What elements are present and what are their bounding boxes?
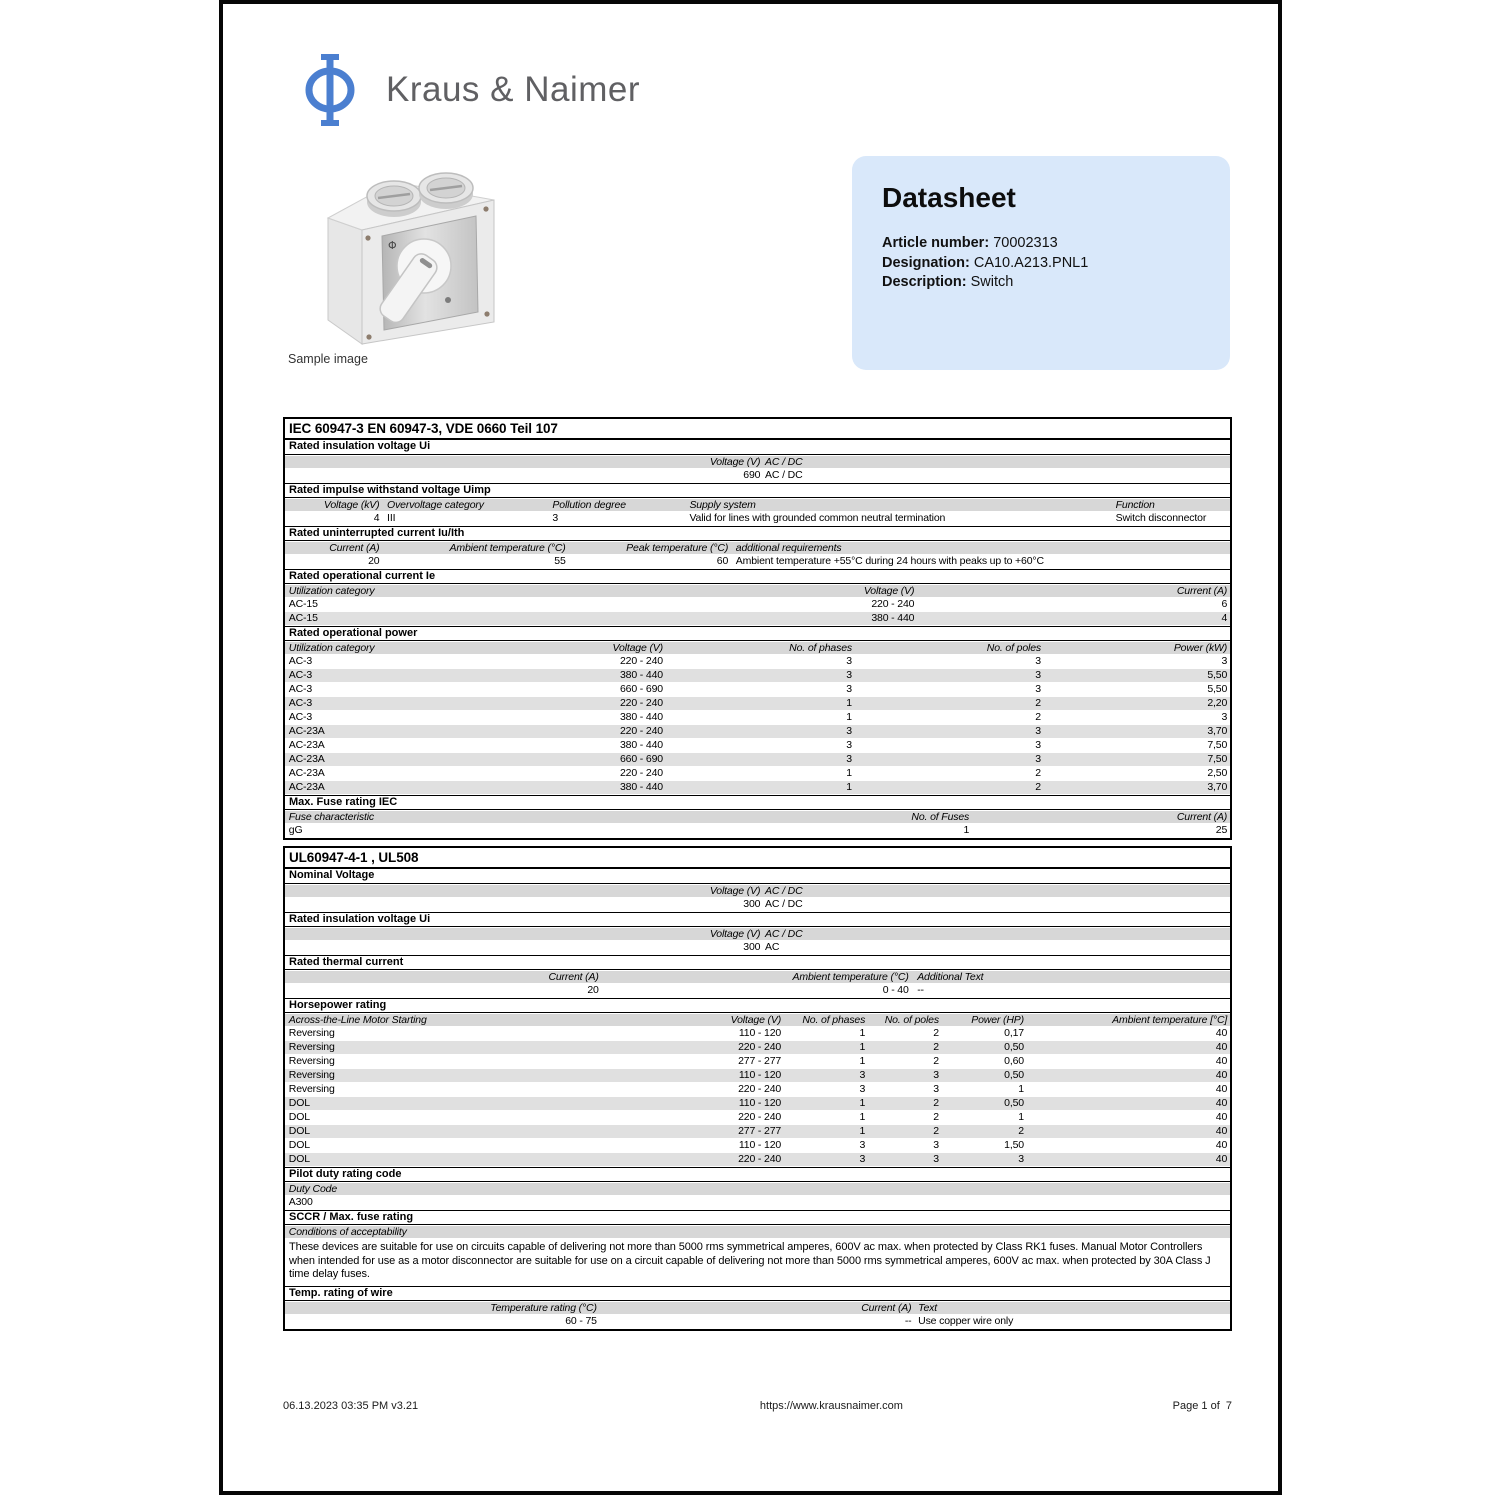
table-cell: 40 <box>1215 1083 1228 1095</box>
table-cell: 6 <box>1221 598 1228 610</box>
table-cell: 3 <box>1018 1153 1024 1165</box>
table-cell: 110 - 120 <box>738 1069 782 1081</box>
table-cell: 3 <box>859 1153 866 1165</box>
table-cell: 3 <box>1035 753 1041 765</box>
table-row <box>285 555 1230 569</box>
column-header-row <box>285 1301 1230 1315</box>
table-cell: 40 <box>1215 1097 1228 1109</box>
table-cell: 1 <box>859 1097 866 1109</box>
table-section-rated-operational-power <box>285 626 1230 795</box>
section-header: Horsepower rating <box>285 998 1230 1013</box>
table-cell: Valid for lines with grounded common neutral termination <box>689 512 946 524</box>
switch-product-image <box>298 154 508 354</box>
table-cell: 2 <box>1035 711 1041 723</box>
datasheet-summary-box <box>852 156 1230 370</box>
section-header: Rated thermal current <box>285 955 1230 970</box>
section-header: Rated impulse withstand voltage Uimp <box>285 483 1230 498</box>
column-header-cell: Voltage (V) <box>612 642 663 654</box>
section-header: Rated operational power <box>285 626 1230 641</box>
table-section-rated-thermal-current <box>285 955 1230 998</box>
table-section-pilot-duty-rating-code <box>285 1167 1230 1210</box>
table-row <box>285 711 1230 725</box>
table-cell: 40 <box>1215 1153 1228 1165</box>
table-cell: 220 - 240 <box>871 598 915 610</box>
table-cell: AC-3 <box>288 669 313 681</box>
table-cell: 1 <box>963 824 970 836</box>
table-cell: 3 <box>1035 725 1041 737</box>
table-row <box>285 1139 1230 1153</box>
table-cell: 1 <box>1018 1111 1024 1123</box>
table-row <box>285 697 1230 711</box>
table-title: IEC 60947-3 EN 60947-3, VDE 0660 Teil 107 <box>285 419 1230 440</box>
section-header: Rated insulation voltage Ui <box>285 440 1230 455</box>
table-cell: AC / DC <box>765 469 803 481</box>
table-cell: DOL <box>288 1111 310 1123</box>
column-header-cell: Ambient temperature (°C) <box>449 542 566 554</box>
description-value: Switch <box>970 274 1014 290</box>
table-section-rated-insulation-voltage-ul <box>285 912 1230 955</box>
table-cell: 277 - 277 <box>738 1125 782 1137</box>
table-row <box>285 669 1230 683</box>
table-cell: 3 <box>1221 711 1228 723</box>
article-number-line <box>882 234 1200 254</box>
table-row <box>285 1097 1230 1111</box>
table-row <box>285 612 1230 626</box>
table-cell: 1,50 <box>1004 1139 1024 1151</box>
table-cell: 1 <box>1018 1083 1024 1095</box>
table-cell: 380 - 440 <box>871 612 915 624</box>
column-header-cell: Temperature rating (°C) <box>490 1301 597 1314</box>
column-header-row <box>285 641 1230 655</box>
table-cell: 3 <box>859 1069 866 1081</box>
table-cell: 1 <box>859 1041 866 1053</box>
table-cell: 2 <box>1035 781 1041 793</box>
table-cell: 0,17 <box>1004 1027 1024 1039</box>
table-cell: 300 <box>743 941 761 953</box>
table-cell: 220 - 240 <box>738 1041 782 1053</box>
column-header-cell: Across-the-Line Motor Starting <box>288 1014 427 1026</box>
table-cell: AC-23A <box>288 781 325 793</box>
column-header-cell: Voltage (V) <box>730 1014 782 1026</box>
table-row <box>285 469 1230 483</box>
sample-image-caption: Sample image <box>288 352 368 366</box>
column-header-cell: Supply system <box>689 499 756 511</box>
table-cell: 3 <box>846 725 852 737</box>
table-cell: 3 <box>1221 655 1228 667</box>
column-header-cell: No. of phases <box>802 1014 866 1026</box>
table-cell: 1 <box>846 697 852 709</box>
table-cell: 1 <box>846 711 852 723</box>
table-cell: AC-3 <box>288 697 313 709</box>
designation-label: Designation: <box>882 254 970 271</box>
table-cell: 7,50 <box>1207 753 1228 765</box>
section-header: Rated operational current Ie <box>285 569 1230 584</box>
section-header: Pilot duty rating code <box>285 1167 1230 1182</box>
column-header-cell: Utilization category <box>288 642 375 654</box>
table-cell: -- <box>917 984 924 996</box>
page-footer <box>283 1400 1232 1412</box>
table-row <box>285 1196 1230 1210</box>
column-header-row <box>285 455 1230 469</box>
column-header-cell: Voltage (V) <box>863 585 915 597</box>
table-cell: 2 <box>933 1027 939 1039</box>
column-header-cell: Utilization category <box>288 585 375 597</box>
table-row <box>285 1153 1230 1167</box>
column-header-cell: No. of phases <box>789 642 852 654</box>
footer-timestamp: 06.13.2023 03:35 PM v3.21 <box>283 1400 419 1412</box>
table-cell: 220 - 240 <box>738 1083 782 1095</box>
column-header-row <box>285 884 1230 898</box>
section-header: SCCR / Max. fuse rating <box>285 1210 1230 1225</box>
table-row <box>285 739 1230 753</box>
table-row <box>285 655 1230 669</box>
table-cell: 2 <box>933 1125 939 1137</box>
table-cell: 300 <box>743 898 761 910</box>
spec-table-block <box>283 417 1232 840</box>
column-header-row <box>285 584 1230 598</box>
table-cell: Reversing <box>288 1055 335 1067</box>
table-row <box>285 598 1230 612</box>
column-header-cell: Peak temperature (°C) <box>626 542 729 554</box>
table-cell: Ambient temperature +55°C during 24 hours with peaks up to +60°C <box>735 555 1044 567</box>
table-row <box>285 1125 1230 1139</box>
table-cell: 220 - 240 <box>619 697 663 709</box>
table-row <box>285 824 1230 838</box>
table-row <box>285 898 1230 912</box>
table-row <box>285 767 1230 781</box>
column-header-cell: No. of Fuses <box>911 811 970 823</box>
table-cell: Reversing <box>288 1083 335 1095</box>
table-cell: 0,60 <box>1004 1055 1024 1067</box>
column-header-cell: Duty Code <box>288 1183 338 1195</box>
table-cell: 1 <box>859 1125 866 1137</box>
table-cell: 3 <box>933 1069 939 1081</box>
table-cell: Switch disconnector <box>1115 512 1207 524</box>
table-cell: 1 <box>846 781 852 793</box>
column-header-row <box>285 810 1230 824</box>
column-header-cell: Current (A) <box>329 542 380 554</box>
table-cell: 1 <box>859 1055 866 1067</box>
table-row <box>285 1083 1230 1097</box>
footer-url: https://www.krausnaimer.com <box>759 1400 903 1412</box>
table-row <box>285 1069 1230 1083</box>
column-header-cell: AC / DC <box>765 885 803 897</box>
table-cell: AC-15 <box>288 598 318 610</box>
table-cell: 3 <box>552 512 559 524</box>
table-cell: A300 <box>288 1196 313 1208</box>
datasheet-page <box>219 0 1282 1495</box>
table-cell: -- <box>904 1314 912 1327</box>
table-cell: DOL <box>288 1153 310 1165</box>
table-section-rated-impulse-withstand <box>285 483 1230 526</box>
column-header-cell: AC / DC <box>765 928 803 940</box>
table-row <box>285 512 1230 526</box>
table-row <box>285 984 1230 998</box>
column-header-row <box>285 498 1230 512</box>
table-row <box>285 1041 1230 1055</box>
table-cell: AC-15 <box>288 612 318 624</box>
table-cell: 20 <box>368 555 380 567</box>
table-cell: 220 - 240 <box>619 767 663 779</box>
designation-line <box>882 254 1200 274</box>
brand-logo <box>300 54 640 126</box>
table-cell: 2,20 <box>1207 697 1228 709</box>
table-cell: 380 - 440 <box>619 781 663 793</box>
brand-name: Kraus & Naimer <box>386 70 641 109</box>
column-header-cell: Voltage (V) <box>709 456 761 468</box>
table-cell: 3 <box>1035 683 1041 695</box>
table-cell: Reversing <box>288 1069 335 1081</box>
table-cell: 3 <box>933 1153 939 1165</box>
table-cell: 380 - 440 <box>619 711 663 723</box>
column-header-cell: Current (A) <box>548 971 599 983</box>
table-cell: 3,70 <box>1207 781 1228 793</box>
table-cell: 0,50 <box>1004 1069 1024 1081</box>
table-row <box>285 725 1230 739</box>
column-header-cell: Text <box>918 1301 937 1314</box>
table-cell: 2 <box>933 1055 939 1067</box>
table-cell: 1 <box>859 1027 866 1039</box>
table-cell: 3 <box>846 739 852 751</box>
table-cell: 2 <box>1035 697 1041 709</box>
column-header-cell: Conditions of acceptability <box>288 1226 407 1238</box>
article-number-value: 70002313 <box>993 235 1058 251</box>
table-cell: 3 <box>846 683 852 695</box>
column-header-cell: additional requirements <box>735 542 842 554</box>
table-cell: 5,50 <box>1207 669 1228 681</box>
datasheet-title: Datasheet <box>882 182 1016 213</box>
table-cell: 55 <box>554 555 566 567</box>
table-cell: Reversing <box>288 1041 335 1053</box>
table-cell: 0,50 <box>1004 1097 1024 1109</box>
table-cell: 110 - 120 <box>738 1139 782 1151</box>
table-cell: 380 - 440 <box>619 669 663 681</box>
table-row: These devices are suitable for use on circuits capable of delivering not more than 5000 rms symmetrical amperes, 600V ac max. when protected by Class RK1 fuses. Manual Motor Controllers when intended for use as a motor disconnector are suitable for use on a circuit capable of delivering not more than 5000 rms symmetrical amperes, 600V ac max. when protected by 30A Class J time delay fuses. <box>285 1239 1230 1286</box>
column-header-cell: Pollution degree <box>552 499 626 511</box>
table-cell: DOL <box>288 1139 310 1151</box>
table-row <box>285 1027 1230 1041</box>
table-section-nominal-voltage <box>285 869 1230 912</box>
table-cell: 40 <box>1215 1139 1228 1151</box>
table-cell: 3 <box>846 753 852 765</box>
table-cell: AC-3 <box>288 683 313 695</box>
column-header-cell: Voltage (kV) <box>323 499 380 511</box>
column-header-row <box>285 970 1230 984</box>
footer-page-number: Page 1 of 7 <box>1172 1400 1232 1412</box>
table-section-temp-rating-of-wire <box>285 1286 1230 1329</box>
table-cell: 3 <box>859 1083 866 1095</box>
table-cell: 690 <box>743 469 761 481</box>
table-cell: 3 <box>859 1139 866 1151</box>
table-cell: 20 <box>587 984 599 996</box>
table-cell: 40 <box>1215 1111 1228 1123</box>
table-cell: 40 <box>1215 1027 1228 1039</box>
table-section-rated-operational-current <box>285 569 1230 626</box>
column-header-row <box>285 927 1230 941</box>
table-row <box>285 753 1230 767</box>
table-cell: 7,50 <box>1207 739 1228 751</box>
table-cell: 60 <box>716 555 729 567</box>
table-cell: 40 <box>1215 1055 1228 1067</box>
table-cell: DOL <box>288 1125 310 1137</box>
table-cell: 220 - 240 <box>738 1153 782 1165</box>
section-header: Rated insulation voltage Ui <box>285 912 1230 927</box>
table-cell: Use copper wire only <box>918 1314 1014 1327</box>
table-cell: 2 <box>933 1041 939 1053</box>
table-cell: 2 <box>1018 1125 1024 1137</box>
table-cell: 660 - 690 <box>619 683 663 695</box>
table-cell: 2 <box>933 1111 939 1123</box>
table-cell: 4 <box>1221 612 1228 624</box>
table-cell: 3 <box>933 1083 939 1095</box>
spec-table-block <box>283 846 1232 1331</box>
column-header-cell: Current (A) <box>1176 585 1228 597</box>
table-cell: AC <box>765 941 780 953</box>
section-header: Rated uninterrupted current Iu/Ith <box>285 526 1230 541</box>
column-header-cell: AC / DC <box>765 456 803 468</box>
table-cell: 60 - 75 <box>565 1314 597 1327</box>
table-cell: 25 <box>1215 824 1228 836</box>
table-cell: 0,50 <box>1004 1041 1024 1053</box>
table-cell: AC-23A <box>288 739 325 751</box>
table-cell: 277 - 277 <box>738 1055 782 1067</box>
table-cell: 40 <box>1215 1125 1228 1137</box>
column-header-cell: Ambient temperature (°C) <box>792 971 909 983</box>
table-section-sccr-max-fuse-rating <box>285 1210 1230 1286</box>
column-header-row <box>285 1225 1230 1239</box>
table-cell: 2 <box>1035 767 1041 779</box>
table-cell: 220 - 240 <box>619 725 663 737</box>
phi-logo-icon <box>300 54 360 126</box>
table-cell: 660 - 690 <box>619 753 663 765</box>
table-row <box>285 1315 1230 1329</box>
table-section-rated-uninterrupted-current <box>285 526 1230 569</box>
svg-text:Φ: Φ <box>388 239 397 252</box>
description-line <box>882 273 1200 293</box>
table-cell: AC-3 <box>288 655 313 667</box>
table-cell: 2,50 <box>1207 767 1228 779</box>
section-header: Temp. rating of wire <box>285 1286 1230 1301</box>
column-header-cell: No. of poles <box>884 1014 939 1026</box>
column-header-cell: Voltage (V) <box>709 928 761 940</box>
column-header-cell: Voltage (V) <box>709 885 761 897</box>
column-header-row <box>285 541 1230 555</box>
column-header-cell: Power (kW) <box>1173 642 1228 654</box>
table-row <box>285 1111 1230 1125</box>
table-cell: 3 <box>1035 739 1041 751</box>
table-cell: DOL <box>288 1097 310 1109</box>
table-cell: 40 <box>1215 1069 1228 1081</box>
table-cell: AC-23A <box>288 767 325 779</box>
table-cell: 3 <box>1035 655 1041 667</box>
table-title: UL60947-4-1 , UL508 <box>285 848 1230 869</box>
table-cell: 110 - 120 <box>738 1027 782 1039</box>
table-cell: 3,70 <box>1207 725 1228 737</box>
table-cell: gG <box>288 824 303 836</box>
table-cell: III <box>387 512 396 524</box>
table-cell: Reversing <box>288 1027 335 1039</box>
table-cell: 2 <box>933 1097 939 1109</box>
table-cell: 3 <box>846 669 852 681</box>
column-header-row <box>285 1182 1230 1196</box>
product-sample-image <box>298 154 508 354</box>
table-cell: 40 <box>1215 1041 1228 1053</box>
table-cell: 4 <box>373 512 380 524</box>
table-section-horsepower-rating <box>285 998 1230 1167</box>
section-header: Max. Fuse rating IEC <box>285 795 1230 810</box>
table-cell: 5,50 <box>1207 683 1228 695</box>
column-header-cell: Function <box>1115 499 1155 511</box>
table-cell: AC / DC <box>765 898 803 910</box>
table-cell: 110 - 120 <box>738 1097 782 1109</box>
table-cell: 1 <box>859 1111 866 1123</box>
table-section-max-fuse-rating-iec <box>285 795 1230 838</box>
table-cell: 0 - 40 <box>882 984 909 996</box>
table-row <box>285 1055 1230 1069</box>
table-cell: 3 <box>933 1139 939 1151</box>
column-header-row <box>285 1013 1230 1027</box>
column-header-cell: No. of poles <box>986 642 1041 654</box>
table-cell: 3 <box>1035 669 1041 681</box>
column-header-cell: Fuse characteristic <box>288 811 375 823</box>
description-label: Description: <box>882 274 967 290</box>
column-header-cell: Overvoltage category <box>387 499 484 511</box>
table-cell: 3 <box>846 655 852 667</box>
table-row <box>285 683 1230 697</box>
spec-tables <box>283 417 1232 1331</box>
table-row <box>285 941 1230 955</box>
table-cell: AC-23A <box>288 753 325 765</box>
column-header-cell: Ambient temperature [°C] <box>1112 1014 1228 1026</box>
table-section-rated-insulation-voltage <box>285 440 1230 483</box>
table-cell: 380 - 440 <box>619 739 663 751</box>
column-header-cell: Additional Text <box>917 971 984 983</box>
table-cell: AC-23A <box>288 725 325 737</box>
designation-value: CA10.A213.PNL1 <box>973 254 1089 271</box>
column-header-cell: Current (A) <box>1176 811 1228 823</box>
column-header-cell: Current (A) <box>861 1301 912 1314</box>
column-header-cell: Power (HP) <box>971 1014 1024 1026</box>
table-row <box>285 781 1230 795</box>
table-cell: AC-3 <box>288 711 313 723</box>
table-cell: 220 - 240 <box>619 655 663 667</box>
table-cell: 1 <box>846 767 852 779</box>
article-number-label: Article number: <box>882 235 990 251</box>
section-header: Nominal Voltage <box>285 869 1230 884</box>
table-cell: 220 - 240 <box>738 1111 782 1123</box>
